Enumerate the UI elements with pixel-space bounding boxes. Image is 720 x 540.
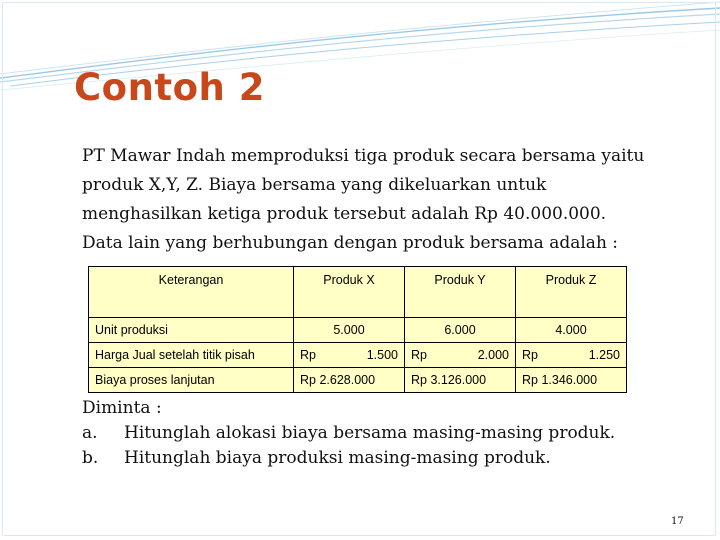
table-header-row bbox=[89, 267, 627, 318]
header-produk-z: Produk Z bbox=[516, 267, 627, 318]
list-item-text: Hitunglah biaya produksi masing-masing produk. bbox=[124, 448, 551, 468]
table-cell bbox=[516, 343, 627, 368]
list-item bbox=[82, 446, 615, 471]
table-cell: Rp 2.628.000 bbox=[294, 368, 405, 393]
currency-label: Rp bbox=[300, 348, 316, 362]
currency-label: Rp bbox=[411, 348, 427, 362]
table-row bbox=[89, 368, 627, 393]
header-produk-y: Produk Y bbox=[405, 267, 516, 318]
list-marker: b. bbox=[82, 448, 99, 468]
task-list bbox=[82, 396, 615, 471]
paragraph-line: PT Mawar Indah memproduksi tiga produk secara bersama yaitu bbox=[82, 146, 645, 166]
row-label: Harga Jual setelah titik pisah bbox=[89, 343, 294, 368]
list-item bbox=[82, 421, 615, 446]
product-data-table bbox=[88, 266, 627, 393]
row-label: Biaya proses lanjutan bbox=[89, 368, 294, 393]
paragraph-line: produk X,Y, Z. Biaya bersama yang dikeluarkan untuk bbox=[82, 175, 547, 195]
list-item-text: Hitunglah alokasi biaya bersama masing-masing produk. bbox=[124, 423, 616, 443]
cell-value: 1.500 bbox=[366, 348, 398, 362]
header-keterangan: Keterangan bbox=[89, 267, 294, 318]
slide-title: Contoh 2 bbox=[74, 66, 265, 109]
row-label: Unit produksi bbox=[89, 318, 294, 343]
table-cell: Rp 1.346.000 bbox=[516, 368, 627, 393]
paragraph-line: Data lain yang berhubungan dengan produk bersama adalah : bbox=[82, 233, 619, 253]
cell-value: 2.000 bbox=[477, 348, 509, 362]
page-number: 17 bbox=[671, 516, 684, 527]
table-row bbox=[89, 343, 627, 368]
table-cell: 5.000 bbox=[294, 318, 405, 343]
paragraph-line: menghasilkan ketiga produk tersebut adalah Rp 40.000.000. bbox=[82, 204, 607, 224]
table-cell: 6.000 bbox=[405, 318, 516, 343]
task-heading: Diminta : bbox=[82, 398, 162, 418]
list-marker: a. bbox=[82, 423, 98, 443]
table-cell: Rp 3.126.000 bbox=[405, 368, 516, 393]
table-row bbox=[89, 318, 627, 343]
header-produk-x: Produk X bbox=[294, 267, 405, 318]
table-cell: 4.000 bbox=[516, 318, 627, 343]
table-cell bbox=[405, 343, 516, 368]
cell-value: 1.250 bbox=[588, 348, 620, 362]
currency-label: Rp bbox=[522, 348, 538, 362]
table-cell bbox=[294, 343, 405, 368]
problem-paragraph bbox=[82, 142, 682, 258]
